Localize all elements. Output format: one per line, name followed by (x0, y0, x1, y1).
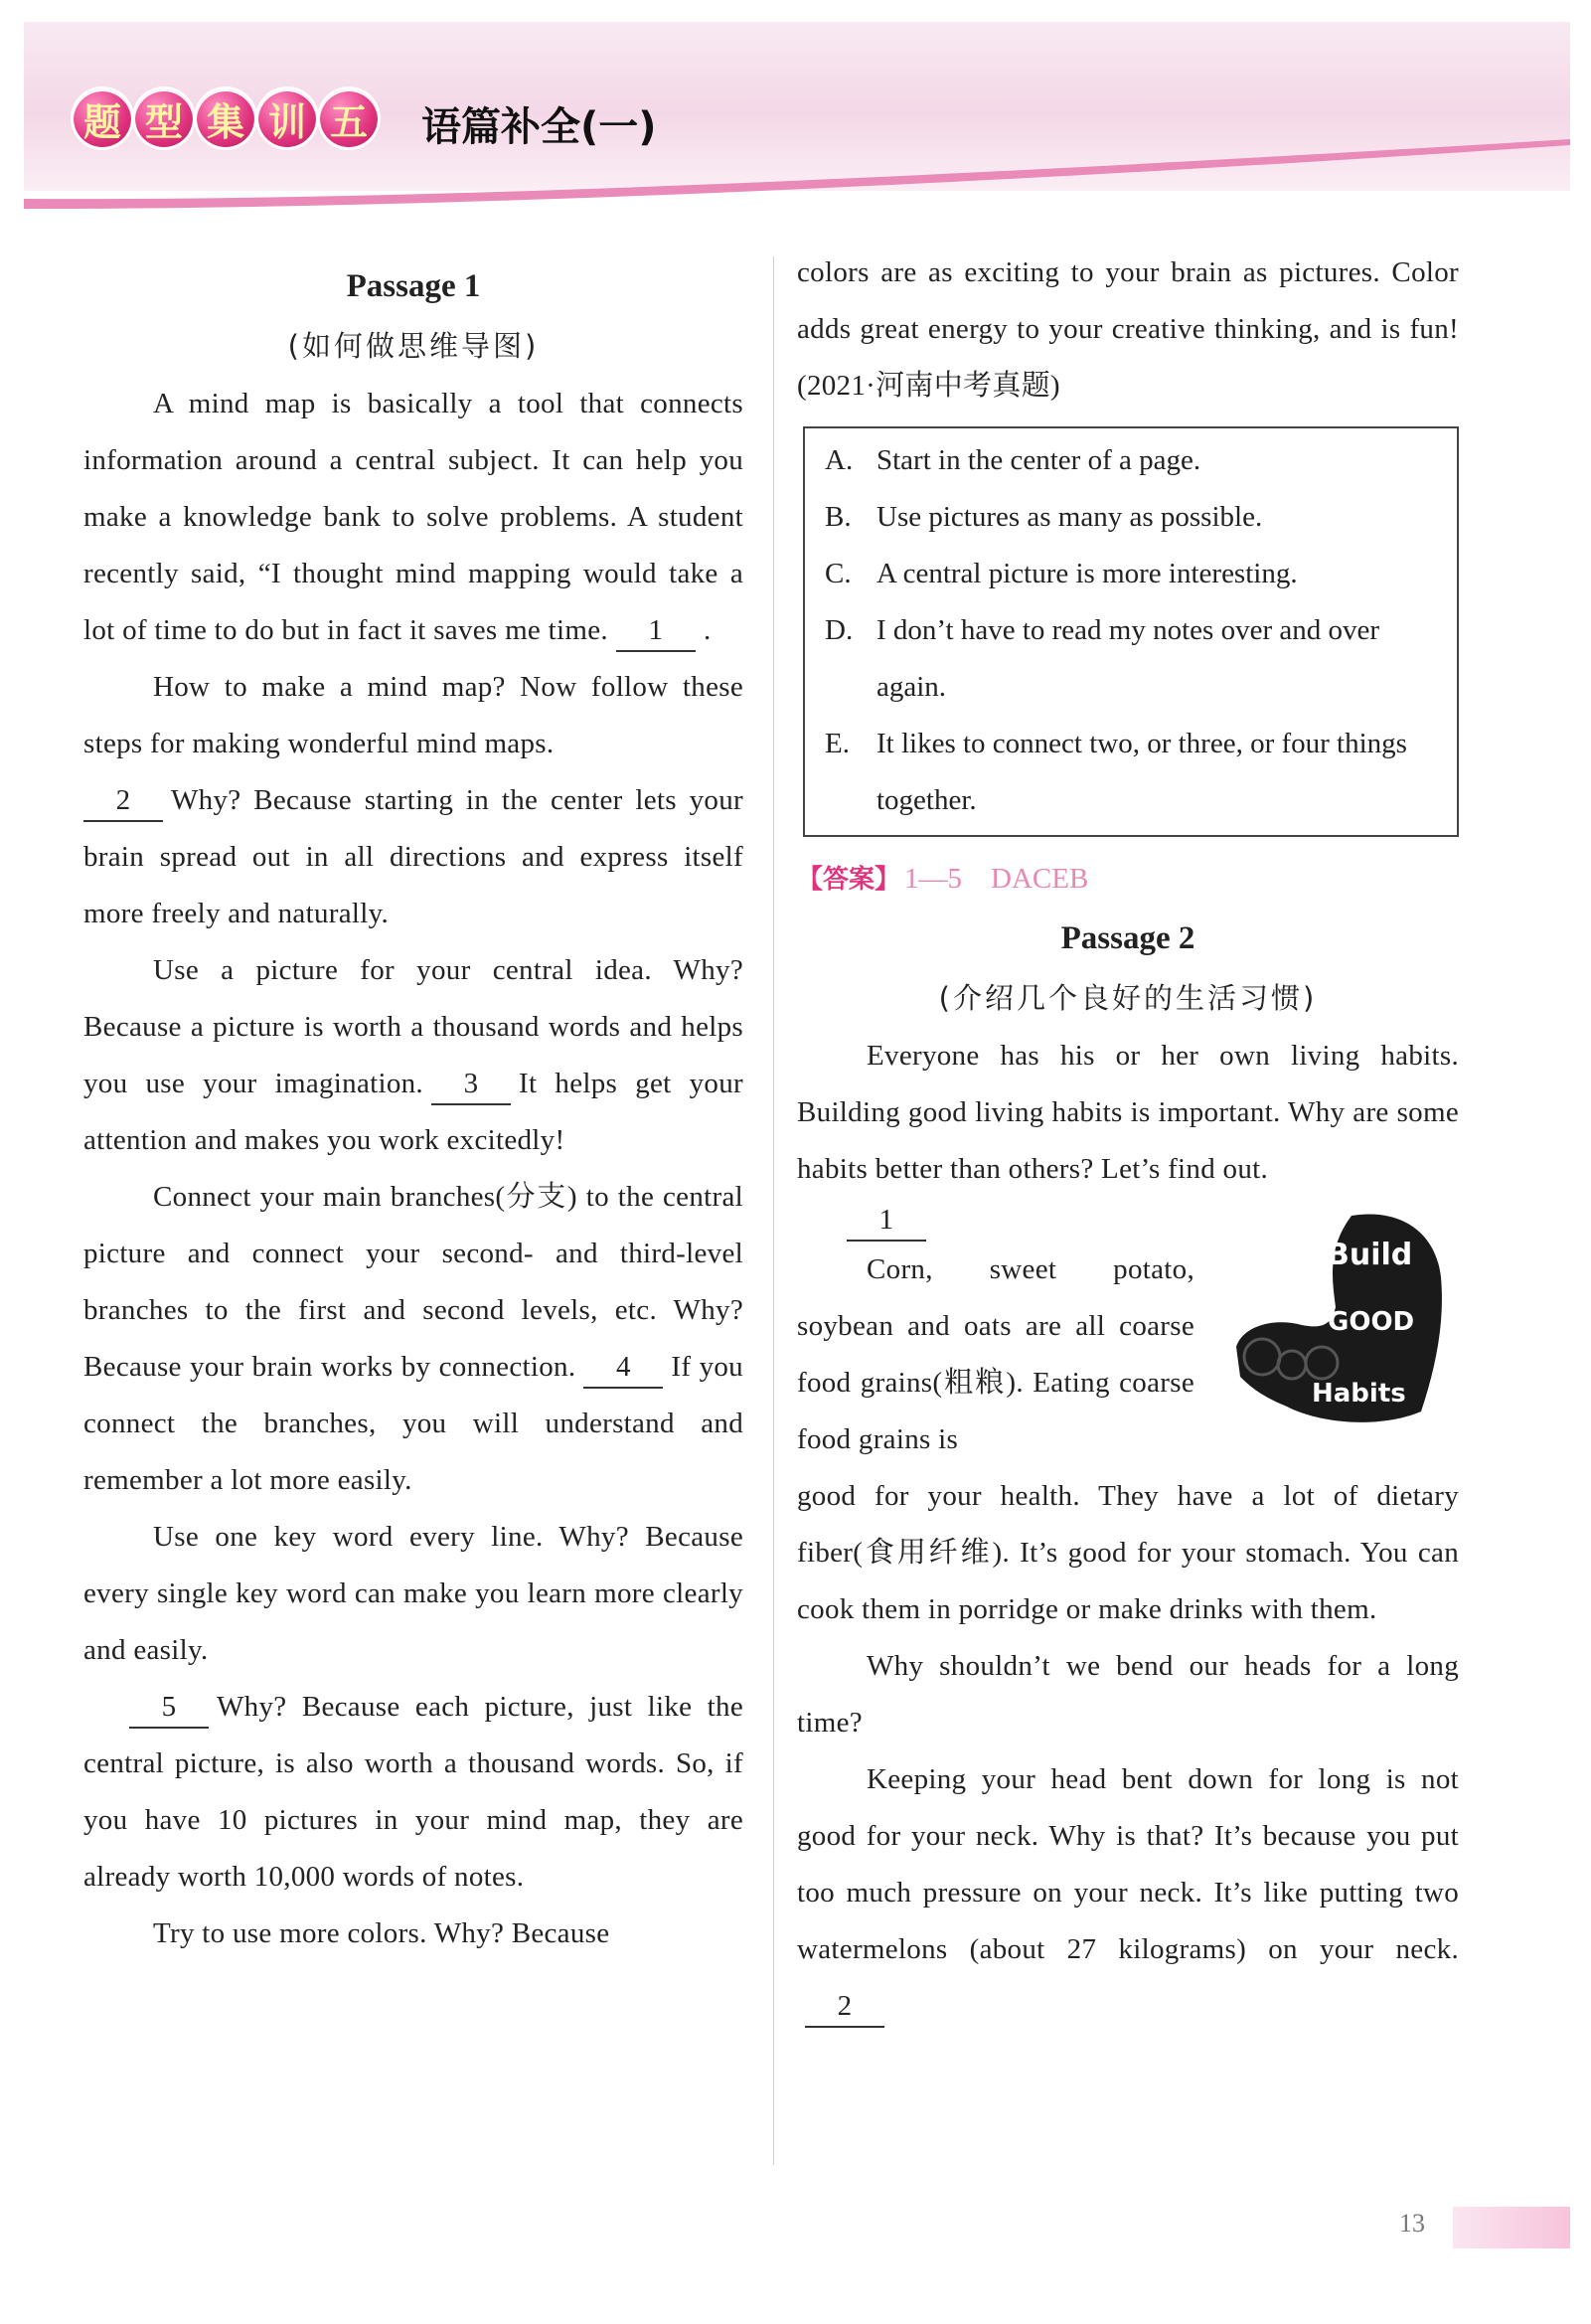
paragraph-text: Keeping your head bent down for long is not good for your neck. Why is that? It’s because you put too much pressure on your neck. It’s like putting two watermelons (about 27 kilograms) on your neck. (797, 1763, 1459, 1965)
passage1-subtitle: (如何做思维导图) (287, 329, 540, 363)
option-text: Use pictures as many as possible. (876, 501, 1263, 533)
column-divider (773, 256, 774, 2165)
badge-char: 题 (74, 89, 131, 147)
badge-char: 型 (135, 89, 193, 147)
build-good-habits-image (1232, 1208, 1451, 1436)
image-word-build: Build (1327, 1238, 1413, 1272)
paragraph: How to make a mind map? Now follow these steps for making wonderful mind maps. (83, 671, 743, 759)
paragraph-text: It helps get your attention and makes you work excitedly! (83, 1068, 743, 1156)
paragraph (83, 1169, 743, 1509)
option-letter: E. (825, 728, 850, 759)
image-word-habits: Habits (1312, 1379, 1406, 1409)
passage1-title: Passage 1 (346, 268, 481, 304)
option-text: I don’t have to read my notes over and over again. (876, 614, 1379, 703)
paragraph-text: Why? Because starting in the center lets your brain spread out in all directions and express itself more freely and naturally. (83, 784, 743, 929)
float-text (797, 1198, 1194, 1468)
blank-4: 4 (583, 1347, 663, 1389)
paragraph (83, 1679, 743, 1906)
paragraph: Try to use more colors. Why? Because (153, 1917, 610, 1949)
options-box (803, 426, 1459, 837)
paragraph-continued: colors are as exciting to your brain as pictures. Color adds great energy to your creative thinking, and is fun! (2021·河南中考真题) (797, 256, 1459, 402)
section-badges (74, 89, 378, 147)
blank-p2-1: 1 (847, 1200, 926, 1242)
section-title: 语篇补全(一) (421, 104, 657, 150)
image-word-good: GOOD (1328, 1307, 1415, 1337)
blank-3: 3 (431, 1064, 511, 1105)
answer-line (797, 851, 1459, 909)
option-d (825, 602, 1439, 716)
paragraph-text: . (703, 614, 712, 646)
option-e (825, 716, 1439, 829)
left-column (83, 256, 743, 1962)
paragraph-text: A mind map is basically a tool that connects information around a central subject. It can help you make a knowledge bank to solve problems. A student recently said, “I thought mind mapping would take a lot of time to do but in fact it saves me time. (83, 388, 743, 646)
paragraph: good for your health. They have a lot of dietary fiber(食用纤维). It’s good for your stomach. You can cook them in porridge or make drinks with them. (797, 1480, 1459, 1625)
option-text: Start in the center of a page. (876, 444, 1201, 476)
badge-char: 训 (258, 89, 316, 147)
paragraph-text: Why? Because each picture, just like the central picture, is also worth a thousand words. So, if you have 10 pictures in your mind map, they are already worth 10,000 words of notes. (83, 1691, 743, 1893)
option-b (825, 489, 1439, 546)
answer-value: 1—5 DACEB (904, 863, 1089, 895)
paragraph (797, 1751, 1459, 2035)
paragraph-text: If you connect the branches, you will understand and remember a lot more easily. (83, 1351, 743, 1496)
option-c (825, 546, 1439, 602)
paragraph (83, 376, 743, 659)
passage2-float-row (797, 1198, 1459, 1468)
paragraph: Corn, sweet potato, soybean and oats are all coarse food grains(粗粮). Eating coarse food grains is (797, 1253, 1194, 1455)
answer-label: 【答案】 (797, 865, 901, 895)
blank-5: 5 (129, 1687, 209, 1729)
badge-char: 五 (320, 89, 378, 147)
option-letter: D. (825, 614, 854, 646)
paragraph-text: Connect your main branches(分支) to the central picture and connect your second- and third-level branches to the first and second levels, etc. Why? Because your brain works by connection. (83, 1181, 743, 1383)
blank-p2-2: 2 (805, 1986, 884, 2028)
paragraph: Use one key word every line. Why? Because every single key word can make you learn more clearly and easily. (83, 1521, 743, 1666)
option-letter: C. (825, 558, 852, 589)
option-a (825, 432, 1439, 489)
passage2-title: Passage 2 (1060, 920, 1195, 956)
blank-2: 2 (83, 780, 163, 822)
passage2-subtitle: (介绍几个良好的生活习惯) (938, 981, 1318, 1015)
blank-line (797, 1198, 1194, 1242)
badge-char: 集 (197, 89, 254, 147)
option-text: A central picture is more interesting. (876, 558, 1298, 589)
right-column (797, 245, 1459, 2035)
option-letter: A. (825, 444, 854, 476)
page-number-strip (1453, 2207, 1570, 2248)
paragraph (83, 772, 743, 942)
paragraph (83, 942, 743, 1169)
blank-1: 1 (616, 610, 696, 652)
paragraph: Why shouldn’t we bend our heads for a long time? (797, 1650, 1459, 1739)
page-number: 13 (1399, 2209, 1425, 2238)
option-letter: B. (825, 501, 852, 533)
paragraph: Everyone has his or her own living habits. Building good living habits is important. Why are some habits better than others? Let’s find out. (797, 1040, 1459, 1185)
header-swoosh (24, 139, 1570, 209)
paragraph-text: Use a picture for your central idea. Why? Because a picture is worth a thousand words and helps you use your imagination. (83, 954, 743, 1099)
option-text: It likes to connect two, or three, or four things together. (876, 728, 1407, 816)
